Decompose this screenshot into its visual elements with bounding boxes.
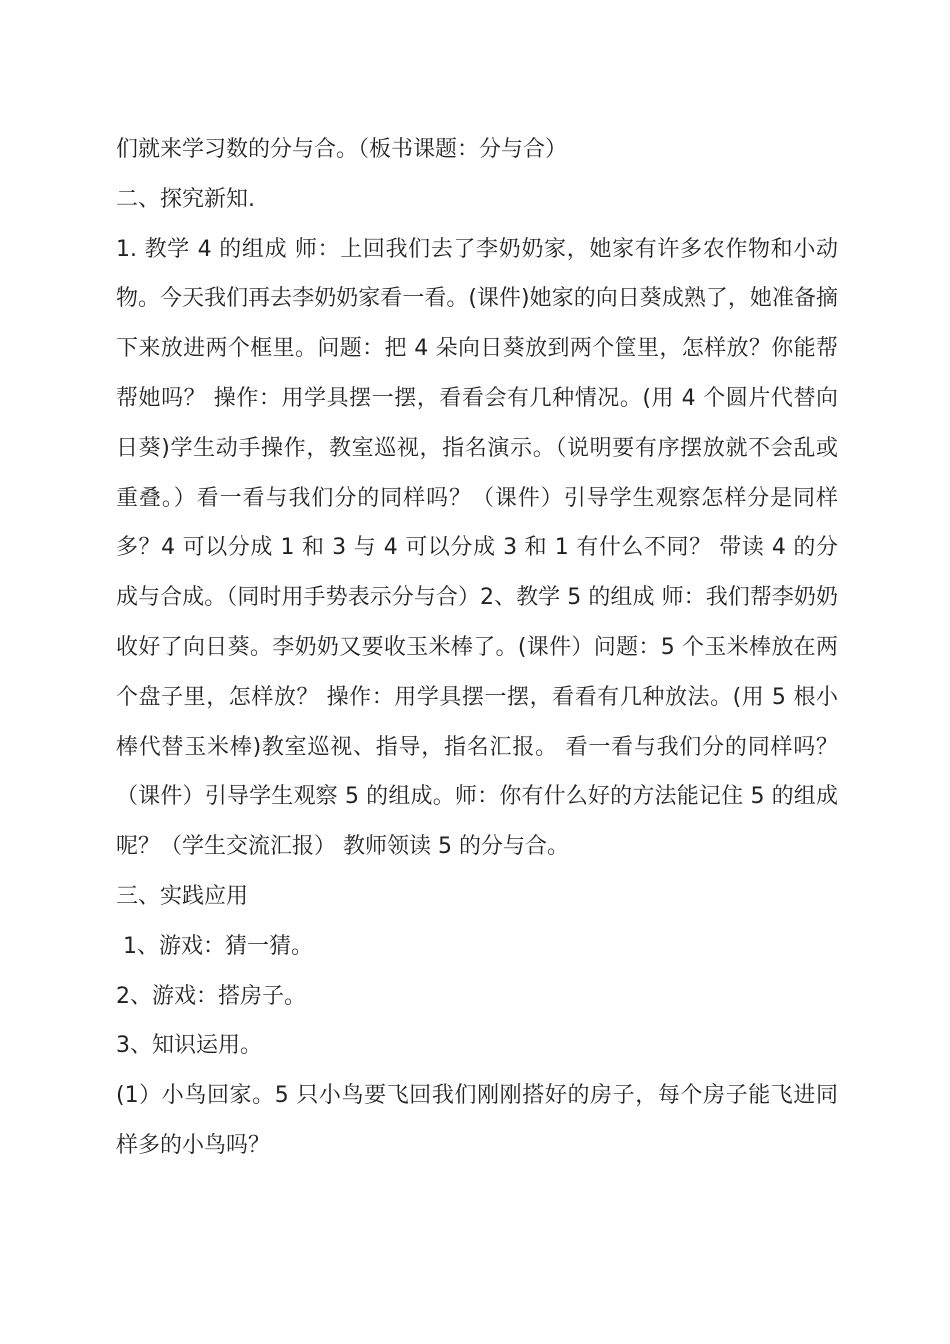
document-body — [116, 125, 838, 1171]
section-heading-practice: 三、实践应用 — [116, 883, 249, 909]
list-item-game-guess: 1、游戏：猜一猜。 — [116, 933, 313, 959]
list-item-knowledge-use: 3、知识运用。 — [116, 1033, 262, 1059]
section-heading-explore: 二、探究新知. — [116, 186, 255, 212]
paragraph-intro-continuation: 们就来学习数的分与合。（板书课题：分与合） — [116, 137, 568, 162]
list-item-game-build-house: 2、游戏：搭房子。 — [116, 983, 306, 1009]
paragraph-bird-home: (1）小鸟回家。5 只小鸟要飞回我们刚刚搭好的房子，每个房子能飞进同样多的小鸟吗？ — [116, 1083, 838, 1158]
paragraph-teaching-4-and-5: 1. 教学 4 的组成 师：上回我们去了李奶奶家，她家有许多农作物和小动物。今天我们再去李奶奶家看一看。(课件)她家的向日葵成熟了，她准备摘下来放进两个框里。问题：把 4 朵向日葵放到两个筐里，怎样放？你能帮帮她吗？ 操作：用学具摆一摆，看看会有几种情况。(用 4 个圆片代替向日葵)学生动手操作，教室巡视，指名演示。（说明要有序摆放就不会乱或重叠。）看一看与我们分的同样吗？（课件）引导学生观察怎样分是同样多？4 可以分成 1 和 3 与 4 可以分成 3 和 1 有什么不同？ 带读 4 的分成与合成。（同时用手势表示分与合）2、教学 5 的组成 师：我们帮李奶奶收好了向日葵。李奶奶又要收玉米棒了。(课件）问题：5 个玉米棒放在两个盘子里，怎样放？ 操作：用学具摆一摆，看看有几种放法。(用 5 根小棒代替玉米棒)教室巡视、指导，指名汇报。 看一看与我们分的同样吗？（课件）引导学生观察 5 的组成。师：你有什么好的方法能记住 5 的组成呢？（学生交流汇报） 教师领读 5 的分与合。 — [116, 236, 838, 860]
